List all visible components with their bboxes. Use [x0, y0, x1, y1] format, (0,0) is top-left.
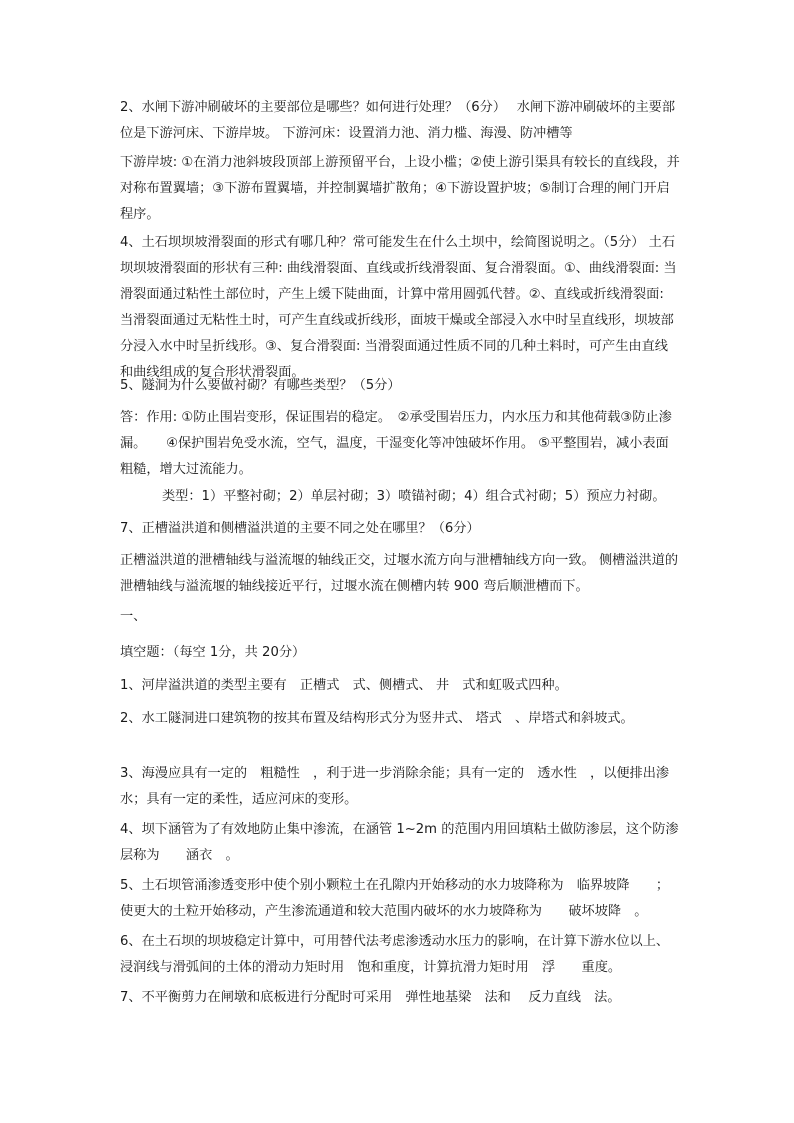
section-number: 一、 — [120, 609, 147, 624]
fill-blank-item-6: 6、在土石坝的坝坡稳定计算中，可用替代法考虑渗透动水压力的影响，在计算下游水位以上、浸润线与滑弧间的土体的滑动力矩时用 饱和重度，计算抗滑力矩时用 浮 重度。 — [120, 934, 670, 975]
fill-blank-item-4: 4、坝下涵管为了有效地防止集中渗流，在涵管 1~2m 的范围内用回填粘土做防渗层，这个防渗层称为 涵衣 。 — [120, 822, 679, 863]
question-2-paragraph: 2、水闸下游冲刷破坏的主要部位是哪些？如何进行处理？（6分） 水闸下游冲刷破坏的主要部位是下游河床、下游岸坡。 下游河床：设置消力池、消力槛、海漫、防冲槽等 — [120, 100, 676, 141]
fill-blank-item-1: 1、河岸溢洪道的类型主要有 正槽式 式、侧槽式、 井 式和虹吸式四种。 — [120, 678, 568, 693]
fill-blank-heading: 填空题：（每空 1分，共 20分） — [120, 645, 306, 660]
question-2-answer-bank-paragraph: 下游岸坡: ①在消力池斜坡段顶部上游预留平台，上设小槛；②使上游引渠具有较长的直线段，并对称布置翼墙；③下游布置翼墙，并控制翼墙扩散角；④下游设置护坡；⑤制订合理的闸门开启程序。 — [120, 155, 680, 222]
question-7-heading: 7、正槽溢洪道和侧槽溢洪道的主要不同之处在哪里？（6分） — [120, 521, 480, 536]
question-4-paragraph: 4、土石坝坝坡滑裂面的形式有哪几种？常可能发生在什么土坝中，绘简图说明之。（5分） 土石坝坝坡滑裂面的形状有三种: 曲线滑裂面、直线或折线滑裂面、复合滑裂面。①、曲线滑裂面: 当滑裂面通过粘性土部位时，产生上缓下陡曲面，计算中常用圆弧代替。②、直线或折线滑裂面: 当滑裂面通过无粘性土时，可产生直线或折线形，面坡干燥或全部浸入水中时呈直线形，坝坡部分浸入水中时呈折线形。③、复合滑裂面: 当滑裂面通过性质不同的几种土料时，可产生由直线和曲线组成的复合形状滑裂面。 — [120, 235, 677, 380]
fill-blank-item-2: 2、水工隧洞进口建筑物的按其布置及结构形式分为竖井式、 塔式 、岸塔式和斜坡式。 — [120, 711, 634, 726]
fill-blank-item-7: 7、不平衡剪力在闸墩和底板进行分配时可采用 弹性地基梁 法和 反力直线 法。 — [120, 990, 621, 1005]
question-5-answer-paragraph: 答：作用: ①防止围岩变形，保证围岩的稳定。 ②承受围岩压力，内水压力和其他荷载③防止渗漏。 ④保护围岩免受水流，空气，温度，干湿变化等冲蚀破坏作用。 ⑤平整围岩，减小表面粗糙，增大过流能力。 — [120, 410, 672, 477]
fill-blank-item-5: 5、土石坝管涌渗透变形中使个别小颗粒土在孔隙内开始移动的水力坡降称为 临界坡降 ；使更大的土粒开始移动，产生渗流通道和较大范围内破坏的水力坡降称为 破坏坡降 。 — [120, 878, 670, 919]
lining-types-line: 类型：1）平整衬砌；2）单层衬砌；3）喷锚衬砌；4）组合式衬砌；5）预应力衬砌。 — [162, 489, 666, 504]
question-7-answer-paragraph: 正槽溢洪道的泄槽轴线与溢流堰的轴线正交，过堰水流方向与泄槽轴线方向一致。 侧槽溢洪道的泄槽轴线与溢流堰的轴线接近平行，过堰水流在侧槽内转 900 弯后顺泄槽而下。 — [120, 553, 679, 594]
question-5-heading: 5、隧洞为什么要做衬砌？有哪些类型？（5分） — [120, 378, 401, 393]
fill-blank-item-3: 3、海漫应具有一定的 粗糙性 ，利于进一步消除余能；具有一定的 透水性 ，以便排出渗水；具有一定的柔性，适应河床的变形。 — [120, 766, 670, 807]
